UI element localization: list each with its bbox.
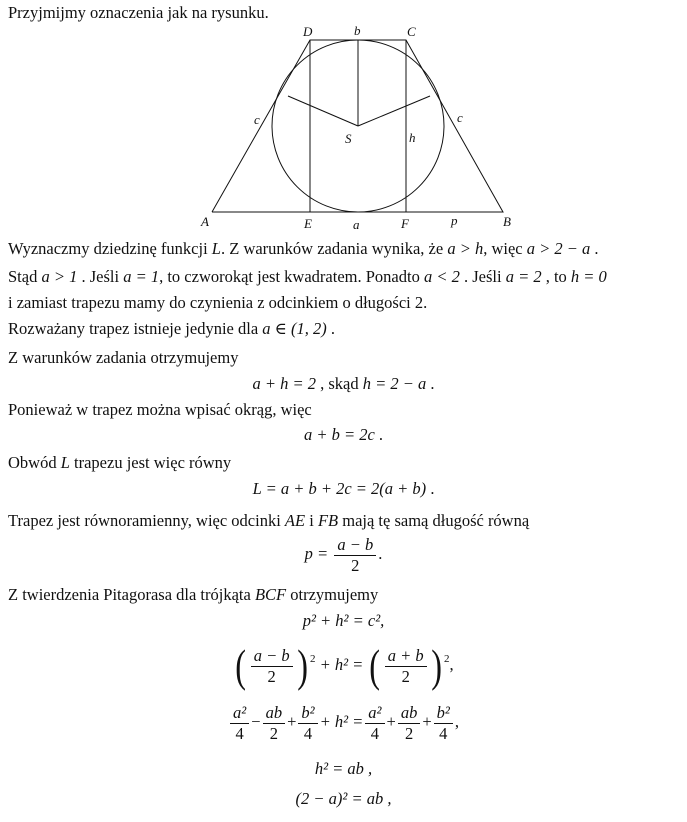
label-D: D: [303, 24, 313, 39]
radius-right: [358, 96, 430, 126]
equation-5: p² + h² = c²,: [302, 611, 385, 630]
paragraph-hence: Stąd a > 1 . Jeśli a = 1, to czworokąt jest kwadratem. Ponadto a < 2 . Jeśli a = 2 , to h = 0: [8, 267, 607, 286]
paragraph-pythagoras: Z twierdzenia Pitagorasa dla trójkąta BCF otrzymujemy: [8, 585, 379, 604]
equation-3: L = a + b + 2c = 2(a + b) .: [252, 479, 435, 498]
label-E: E: [304, 216, 312, 231]
label-c-left: c: [254, 112, 260, 127]
label-p: p: [451, 213, 458, 228]
label-h: h: [409, 130, 416, 145]
equation-8: h² = ab ,: [314, 759, 373, 778]
label-C: C: [407, 24, 416, 39]
trapezoid-figure: [0, 24, 687, 256]
label-F: F: [401, 216, 409, 231]
radius-left: [288, 96, 358, 126]
paragraph-perimeter: Obwód L trapezu jest więc równy: [8, 453, 232, 472]
fraction-a-minus-b: $\frac{a - b}{2}$: [251, 647, 293, 686]
equation-2: a + b = 2c .: [303, 425, 384, 444]
paragraph-exists: Rozważany trapez istnieje jedynie dla a ∈ (1, 2) .: [8, 319, 335, 338]
label-B: B: [503, 214, 511, 229]
equation-1: a + h = 2 , skąd h = 2 − a .: [252, 374, 435, 393]
paragraph-inscribed: Ponieważ w trapez można wpisać okrąg, więc: [8, 400, 312, 419]
paragraph-conditions: Z warunków zadania otrzymujemy: [8, 348, 239, 367]
fraction-a-plus-b: $\frac{a + b}{2}$: [385, 647, 427, 686]
fraction-p: $\frac{a - b}{2}$: [334, 536, 376, 575]
equation-4: p = $\frac{a - b}{2}$ .: [304, 534, 383, 575]
equation-9: (2 − a)² = ab ,: [295, 789, 392, 808]
intro-text: Przyjmijmy oznaczenia jak na rysunku.: [8, 3, 269, 22]
paragraph-domain: Wyznaczmy dziedzinę funkcji L. Z warunków zadania wynika, że a > h, więc a > 2 − a .: [8, 239, 599, 258]
label-A: A: [201, 214, 209, 229]
paragraph-isosceles: Trapez jest równoramienny, więc odcinki AE i FB mają tę samą długość równą: [8, 511, 530, 530]
label-b: b: [354, 24, 361, 38]
label-S: S: [345, 131, 352, 146]
equation-6: ( $\frac{a - b}{2}$ ) $^2$ + h² = ( $\frac{a + b}{2}$ ) $^2$,: [235, 640, 454, 692]
label-a: a: [353, 217, 360, 232]
label-c-right: c: [457, 110, 463, 125]
paragraph-segment: i zamiast trapezu mamy do czynienia z odcinkiem o długości 2.: [8, 293, 428, 312]
equation-7: $\frac{\text{a²}}{4}$ − $\frac{ab}{2}$ + $\frac{\text{b²}}{4}$ + h² = $\frac{\text{a²}}{4}$ + $\frac{ab}{2}$ + $\frac{\text{b²}}{4}$ ,: [0, 700, 687, 744]
